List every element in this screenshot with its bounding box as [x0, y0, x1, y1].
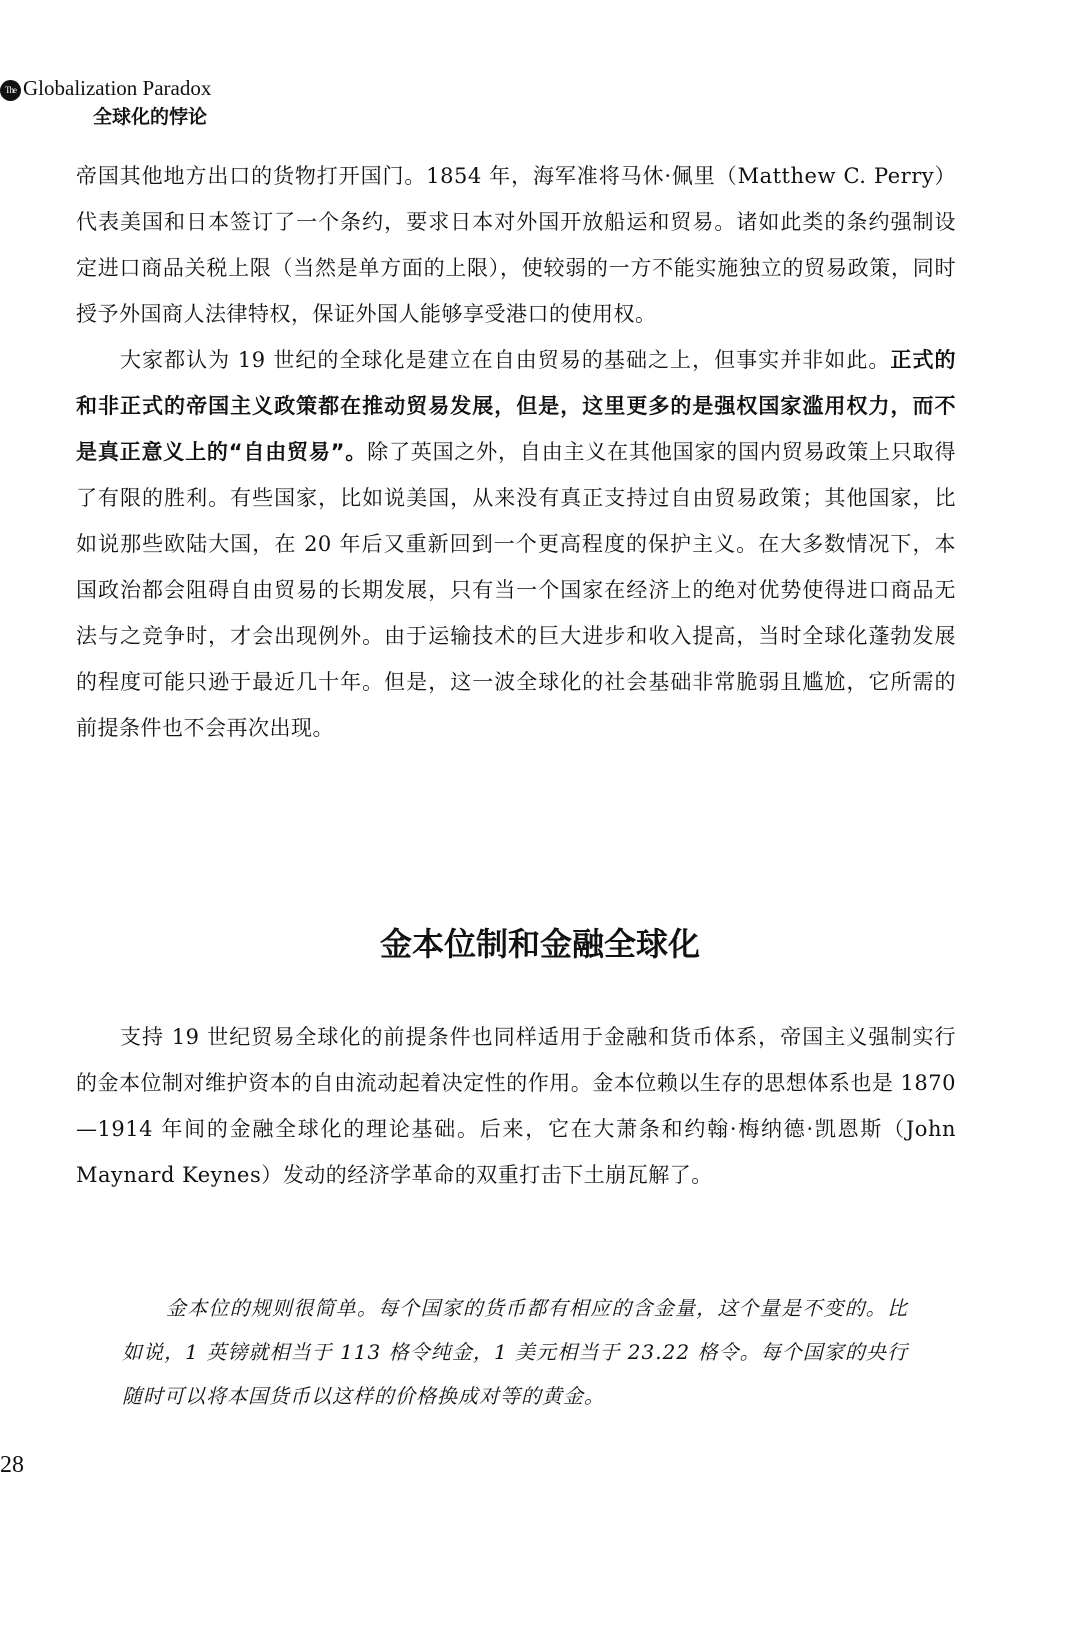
quote-block: [122, 1286, 908, 1418]
paragraph-2-start: 大家都认为 19 世纪的全球化是建立在自由贸易的基础之上，但事实并非如此。: [120, 348, 891, 372]
section-title: 金本位制和金融全球化: [379, 925, 700, 963]
header-title-en: Globalization Paradox: [23, 76, 212, 100]
paragraph-1: 帝国其他地方出口的货物打开国门。1854 年，海军准将马休·佩里（Matthew C. Perry）代表美国和日本签订了一个条约，要求日本对外国开放船运和贸易。诸如此类的条约强制设定进口商品关税上限（当然是单方面的上限），使较弱的一方不能实施独立的贸易政策，同时授予外国商人法律特权，保证外国人能够享受港口的使用权。: [76, 164, 956, 326]
paragraph-2-bold: 正式的和非正式的帝国主义政策都在推动贸易发展，但是，这里更多的是强权国家滥用权力，而不是真正意义上的“自由贸易”。: [76, 348, 956, 464]
book-logo-icon: The: [0, 80, 21, 101]
upper-text-block: [76, 153, 956, 751]
quote-text: 金本位的规则很简单。每个国家的货币都有相应的含金量，这个量是不变的。比如说，1 英镑就相当于 113 格令纯金，1 美元相当于 23.22 格令。每个国家的央行随时可以将本国货币以这样的价格换成对等的黄金。: [122, 1296, 908, 1408]
page-number: 28: [0, 1452, 24, 1478]
paragraph-2-end: 除了英国之外，自由主义在其他国家的国内贸易政策上只取得了有限的胜利。有些国家，比如说美国，从来没有真正支持过自由贸易政策；其他国家，比如说那些欧陆大国，在 20 年后又重新回到一个更高程度的保护主义。在大多数情况下，本国政治都会阻碍自由贸易的长期发展，只有当一个国家在经济上的绝对优势使得进口商品无法与之竞争时，才会出现例外。由于运输技术的巨大进步和收入提高，当时全球化蓬勃发展的程度可能只逊于最近几十年。但是，这一波全球化的社会基础非常脆弱且尴尬，它所需的前提条件也不会再次出现。: [76, 440, 957, 740]
paragraph-3: 支持 19 世纪贸易全球化的前提条件也同样适用于金融和货币体系，帝国主义强制实行的金本位制对维护资本的自由流动起着决定性的作用。金本位赖以生存的思想体系也是 1870—1914 年间的金融全球化的理论基础。后来，它在大萧条和约翰·梅纳德·凯恩斯（John Maynard Keynes）发动的经济学革命的双重打击下土崩瓦解了。: [76, 1025, 956, 1187]
paragraph-2: [76, 337, 956, 751]
lower-text-block: [76, 1014, 956, 1198]
running-header: [0, 76, 300, 132]
header-title-zh: 全球化的悖论: [93, 106, 208, 128]
